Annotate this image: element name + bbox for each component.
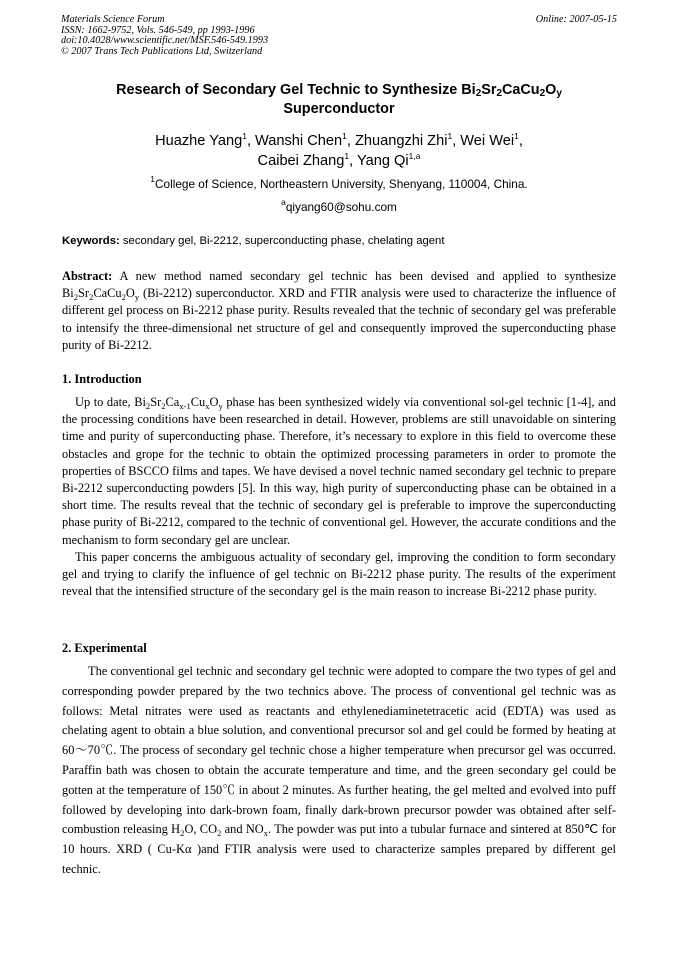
affiliation: $^1$College of Science, Northeastern University, Shenyang, 110004, China. [150,174,528,191]
keywords-text: secondary gel, Bi-2212, superconducting phase, chelating agent [119,235,445,247]
copyright-line: © 2007 Trans Tech Publications Ltd, Switzerland [61,45,263,57]
doi-line: doi:10.4028/www.scientific.net/MSF.546-549.1993 [61,35,269,47]
abstract: Abstract: A new method named secondary gel technic has been devised and applied to synthesize $Bi_2Sr_2CaCu_2O_y$ (Bi-2212) superconductor. XRD and FTIR analysis were used to characterize the influence of different gel process on Bi-2212 phase purity. Results revealed that the technic of secondary gel was preferable to intensify the three-dimensional net structure of gel and consequently improved the superconducting phase purity of Bi-2212. [62,269,616,352]
paper-title-line2: Superconductor [283,101,395,117]
keywords-label: Keywords: [62,235,120,247]
journal-name: Materials Science Forum [61,14,165,25]
author: Caibei Zhang [257,153,345,169]
author: Wanshi Chen [255,133,343,149]
author: Huazhe Yang [155,133,243,149]
keywords [62,234,618,249]
section-heading-introduction: 1. Introduction [62,372,142,386]
author-email[interactable]: $^a$qiyang60@sohu.com [281,197,397,214]
paper-title: Research of Secondary Gel Technic to Synthesize $Bi_2Sr_2CaCu_2O_y$ Superconductor [116,82,562,117]
paragraph: The conventional gel technic and secondary gel technic were adopted to compare the two types of gel and corresponding powder prepared by the two technics above. The process of conventional gel technic was as follows: Metal nitrates were used as reactants and ethylenediaminetetracetic acid (EDTA) was used as chelating agent to obtain a blue solution, and conventional precursor sol and gel could be formed by heating at 60～70℃. The process of secondary gel technic chose a higher temperature when precursor gel was occurred. Paraffin bath was chosen to obtain the accurate temperature and time, and the green secondary gel could be gotten at the temperature of 150℃ in about 2 minutes. As further heating, the gel melted and evolved into puff followed by developing into dark-brown foam, finally dark-brown precursor powder was obtained after self-combustion releasing $H_2O$, $CO_2$ and $NO_x$. The powder was put into a tubular furnace and sintered at 850℃ for 10 hours. XRD ( Cu-Kα )and FTIR analysis were used to characterize samples prepared by different gel technic. [62,664,617,876]
author-list: Huazhe Yang$^1$, Wanshi Chen$^1$, Zhuangzhi Zhi$^1$, Wei Wei$^1$, Caibei Zhang$^1$, Yang Qi$^{1,a}$ [155,131,523,169]
paragraph: This paper concerns the ambiguous actuality of secondary gel, improving the condition to form secondary gel and trying to clarify the influence of gel technic on Bi-2212 phase purity. The results of the experiment reveal that the intensified structure of the secondary gel is the main reason to increase Bi-2212 phase purity. [62,549,616,599]
experimental-body [62,662,616,880]
abstract-label: Abstract: [62,269,113,283]
author: Zhuangzhi Zhi [354,133,448,149]
introduction-body [62,394,616,600]
issn-line: ISSN: 1662-9752, Vols. 546-549, pp 1993-1996 [61,24,255,36]
section-heading-experimental: 2. Experimental [62,641,147,655]
author: Yang Qi [356,153,409,169]
online-date: Online: 2007-05-15 [535,14,617,25]
author: Wei Wei [460,133,515,149]
paragraph: Up to date, $Bi_2Sr_2Ca_{x-1}Cu_xO_y$ phase has been synthesized widely via conventional sol-gel technic [1-4], and the processing conditions have been researched in detail. However, problems are still unavoidable on sintering time and purity of superconducting phase. Therefore, it’s necessary to explore in this field to overcome these obstacles and grope for the technic to obtain the optimized processing parameters in order to promote the properties of BSCCO films and tapes. We have devised a novel technic named secondary gel technic to prepare Bi-2212 superconducting powders [5]. In this way, high purity of superconducting phase can be obtained in a short time. The results reveal that the technic of secondary gel is preferable to improve the superconducting phase purity of Bi-2212, compared to the technic of conventional gel. However, the accurate conditions and the mechanism to form secondary gel are unclear. [62,395,616,547]
running-header [61,15,617,57]
